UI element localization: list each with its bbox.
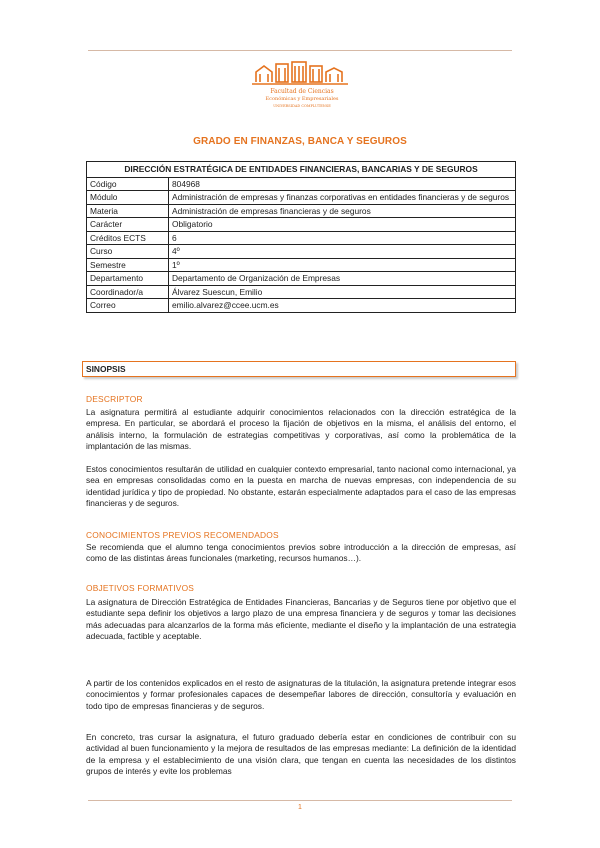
row-value: Obligatorio [169,218,516,232]
table-row [87,299,516,313]
table-row [87,245,516,259]
descriptor-paragraph-1: La asignatura permitirá al estudiante adquirir conocimientos relacionados con la dirección estratégica de la empresa. En particular, se abordará el proceso la fijación de objetivos en la misma, el análisis del entorno, el análisis interno, la formulación de estrategias competitivas y corporativas, así como la problemática de la implantación de las mismas. [86,407,516,452]
row-label: Correo [87,299,169,313]
prior-knowledge-heading: CONOCIMIENTOS PREVIOS RECOMENDADOS [86,530,279,540]
row-label: Carácter [87,218,169,232]
row-label: Créditos ECTS [87,231,169,245]
descriptor-paragraph-2: Estos conocimientos resultarán de utilidad en cualquier contexto empresarial, tanto nacional como internacional, ya sea en empresas consolidadas como en la puesta en marcha de nuevas empresas, con independencia de su identidad jurídica y tipo de propiedad. No obstante, estarán especialmente adaptados para el caso de las empresas financieras y de seguros. [86,464,516,509]
row-value: 4º [169,245,516,259]
row-label: Curso [87,245,169,259]
table-row [87,258,516,272]
table-row [87,191,516,205]
footer-divider [88,800,512,801]
table-row [87,231,516,245]
table-row [87,204,516,218]
row-label: Materia [87,204,169,218]
row-value: Departamento de Organización de Empresas [169,272,516,286]
table-row [87,285,516,299]
header-divider [88,50,512,51]
objectives-heading: OBJETIVOS FORMATIVOS [86,583,195,593]
objectives-paragraph-3: En concreto, tras cursar la asignatura, el futuro graduado debería estar en condiciones de contribuir con su actividad al buen funcionamiento y la mejora de resultados de las empresas mediante: La definición de la identidad de la empresa y el establecimiento de una visión clara, que tengan en cuenta las necesidades de los distintos grupos de interés y evite los problemas [86,732,516,777]
table-row [87,218,516,232]
svg-text:Económicas y Empresariales: Económicas y Empresariales [265,96,339,102]
row-value: 6 [169,231,516,245]
table-row [87,272,516,286]
table-header-row [87,162,516,178]
row-label: Código [87,177,169,191]
degree-title: GRADO EN FINANZAS, BANCA Y SEGUROS [193,136,407,147]
sinopsis-section-box: SINOPSIS [82,361,516,377]
objectives-paragraph-1: La asignatura de Dirección Estratégica de Entidades Financieras, Bancarias y de Seguros tiene por objetivo que el estudiante sepa definir los objetivos a largo plazo de una empresa financiera y de seguros y tomar las decisiones más adecuadas para alcanzarlos de la forma más eficiente, mediante el diseño y la implantación de una estrategia adecuada, factible y aceptable. [86,597,516,642]
faculty-logo-graphic [250,58,350,110]
svg-text:Facultad de Ciencias: Facultad de Ciencias [270,88,334,95]
course-name: DIRECCIÓN ESTRATÉGICA DE ENTIDADES FINANCIERAS, BANCARIAS Y DE SEGUROS [87,162,516,178]
row-label: Coordinador/a [87,285,169,299]
row-value: 1º [169,258,516,272]
table-row [87,177,516,191]
row-label: Módulo [87,191,169,205]
row-value: Administración de empresas financieras y de seguros [169,204,516,218]
faculty-logo [250,58,350,110]
objectives-paragraph-2: A partir de los contenidos explicados en el resto de asignaturas de la titulación, la asignatura pretende integrar esos conocimientos y formar profesionales capaces de desempeñar labores de dirección, consultoría y evaluación en todo tipo de empresas financieras y de seguros. [86,678,516,711]
email-value[interactable]: emilio.alvarez@ccee.ucm.es [169,299,516,313]
prior-knowledge-paragraph: Se recomienda que el alumno tenga conocimientos previos sobre introducción a la dirección de empresas, así como de las distintas áreas funcionales (marketing, recursos humanos…). [86,542,516,564]
row-value: Álvarez Suescun, Emilio [169,285,516,299]
row-value: Administración de empresas y finanzas corporativas en entidades financieras y de seguros [169,191,516,205]
row-value: 804968 [169,177,516,191]
svg-text:UNIVERSIDAD COMPLUTENSE: UNIVERSIDAD COMPLUTENSE [273,104,331,108]
descriptor-heading: DESCRIPTOR [86,394,143,404]
course-info-table [86,161,516,313]
page-number: 1 [298,804,302,811]
row-label: Departamento [87,272,169,286]
row-label: Semestre [87,258,169,272]
